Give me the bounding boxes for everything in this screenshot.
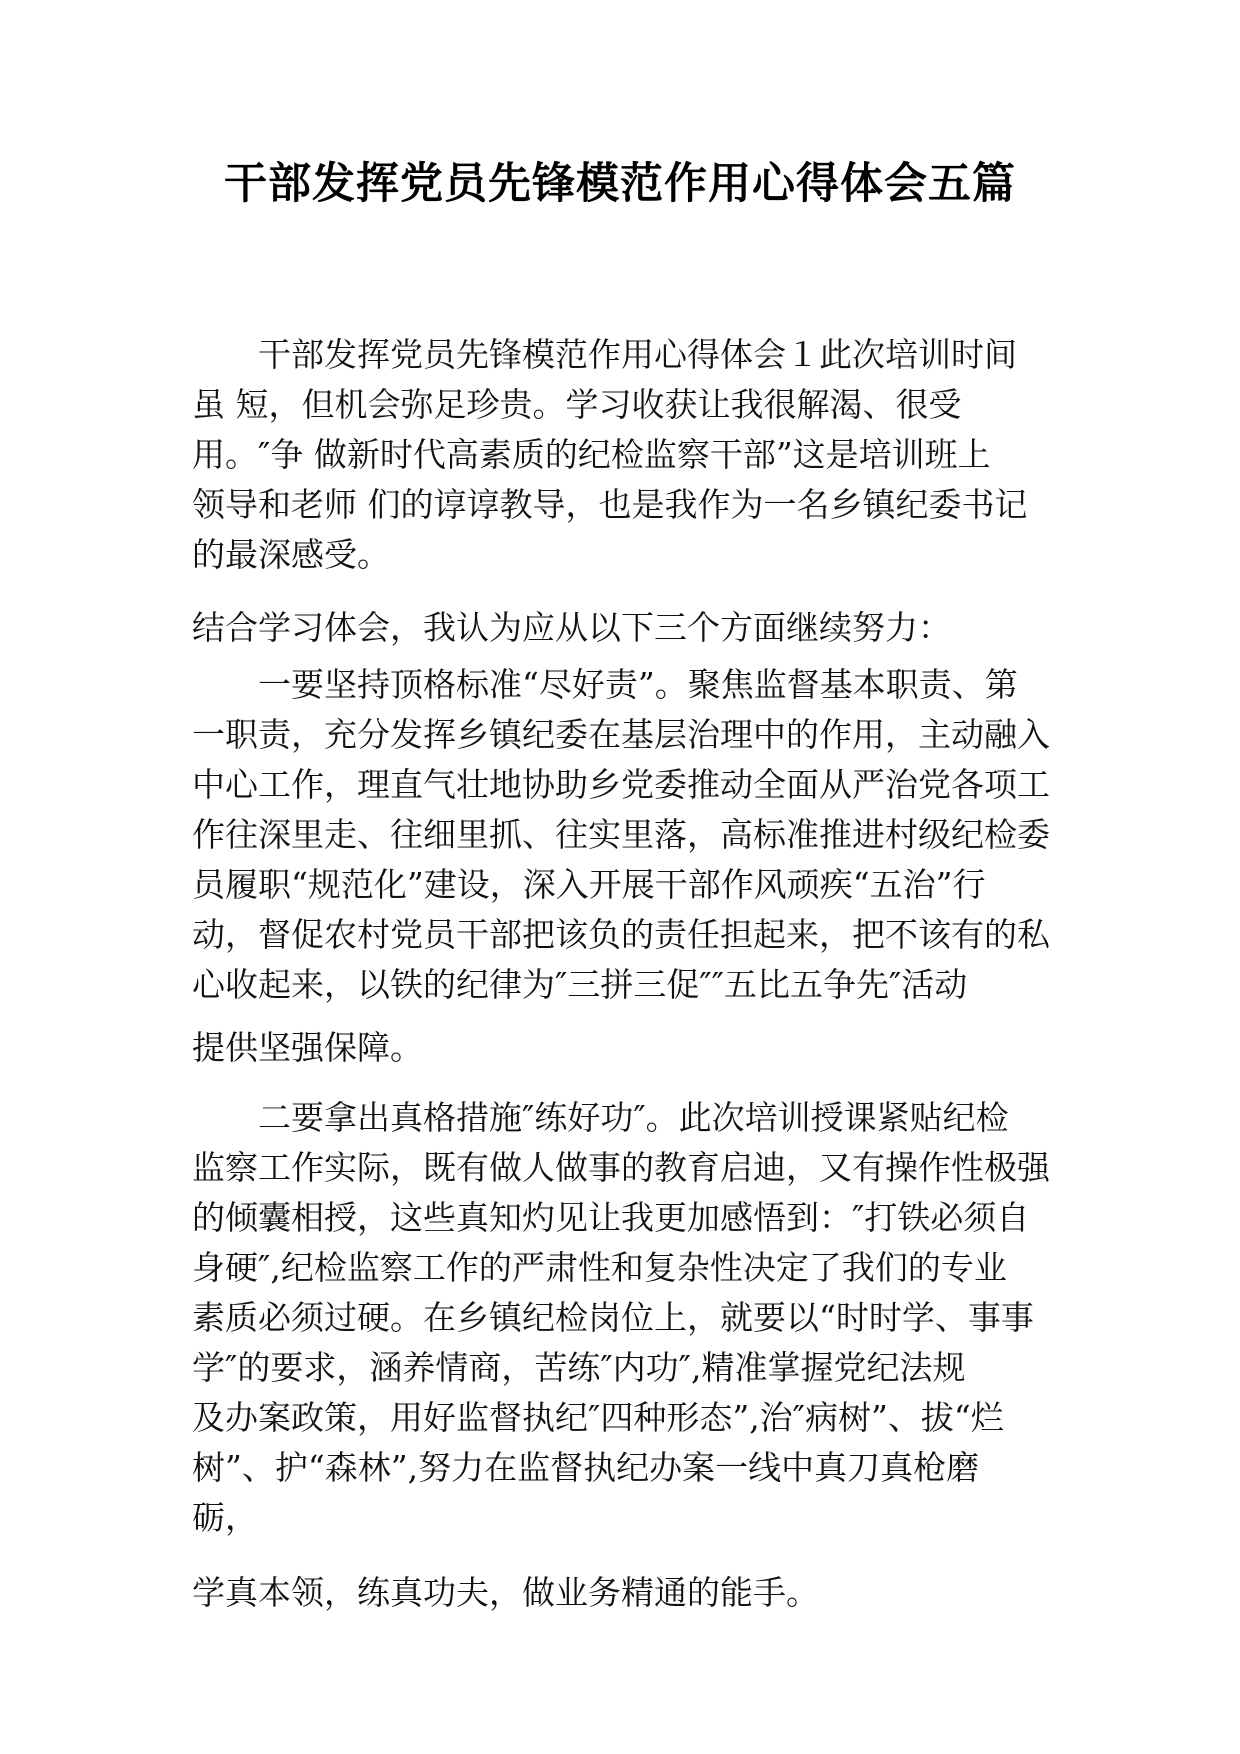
paragraph-line: 干部发挥党员先锋模范作用心得体会１此次培训时间 — [258, 335, 1017, 374]
paragraph-line: 二要拿出真格措施″练好功″。此次培训授课紧贴纪检 — [258, 1098, 1009, 1137]
paragraph-line: 心收起来，以铁的纪律为″三拼三促″″五比五争先″活动 — [192, 965, 968, 1004]
paragraph-line: 一职责，充分发挥乡镇纪委在基层治理中的作用，主动融入 — [192, 715, 1050, 754]
document-title: 干部发挥党员先锋模范作用心得体会五篇 — [224, 159, 1016, 209]
paragraph-line: 作往深里走、往细里抓、往实里落，高标准推进村级纪检委 — [192, 815, 1050, 854]
paragraph-line: 学″的要求，涵养情商，苦练″内功″,精准掌握党纪法规 — [192, 1348, 966, 1387]
paragraph-line: 结合学习体会，我认为应从以下三个方面继续努力： — [192, 608, 951, 647]
paragraph-line: 监察工作实际，既有做人做事的教育启迪，又有操作性极强 — [192, 1148, 1050, 1187]
paragraph-line: 及办案政策，用好监督执纪″四种形态”,治″病树”、拔“烂 — [192, 1398, 1004, 1437]
paragraph-line: 用。″争 做新时代高素质的纪检监察干部”这是培训班上 — [192, 435, 991, 474]
paragraph-line: 员履职“规范化”建设，深入开展干部作风顽疾“五治”行 — [192, 865, 986, 904]
paragraph-line: 一要坚持顶格标准“尽好责”。聚焦监督基本职责、第 — [258, 665, 1018, 704]
paragraph-line: 领导和老师 们的谆谆教导，也是我作为一名乡镇纪委书记 — [192, 485, 1028, 524]
paragraph-line: 的最深感受。 — [192, 535, 390, 574]
paragraph-line: 动，督促农村党员干部把该负的责任担起来，把不该有的私 — [192, 915, 1050, 954]
paragraph-line: 素质必须过硬。在乡镇纪检岗位上，就要以“时时学、事事 — [192, 1298, 1034, 1337]
paragraph-line: 的倾囊相授，这些真知灼见让我更加感悟到：″打铁必须自 — [192, 1198, 1030, 1237]
paragraph-line: 身硬″,纪检监察工作的严肃性和复杂性决定了我们的专业 — [192, 1248, 1007, 1287]
paragraph-line: 虽 短，但机会弥足珍贵。学习收获让我很解渴、很受 — [192, 385, 962, 424]
paragraph-line: 树”、护“森林”,努力在监督执纪办案一线中真刀真枪磨 — [192, 1448, 980, 1487]
paragraph-line: 中心工作，理直气壮地协助乡党委推动全面从严治党各项工 — [192, 765, 1050, 804]
paragraph-line: 砺， — [192, 1498, 258, 1537]
paragraph-line: 提供坚强保障。 — [192, 1028, 423, 1067]
paragraph-line: 学真本领，练真功夫，做业务精通的能手。 — [192, 1573, 819, 1612]
